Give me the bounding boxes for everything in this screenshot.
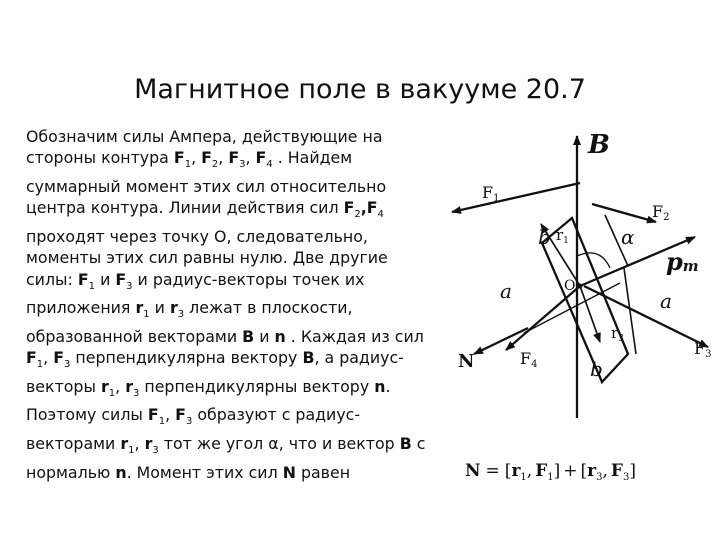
label-f1-main: F xyxy=(482,183,494,202)
label-b: B xyxy=(588,130,610,160)
text-run: , что и вектор xyxy=(278,433,400,453)
vector-symbol: r xyxy=(100,376,109,396)
f4-arrow xyxy=(506,286,580,350)
text-run: с нормалью xyxy=(26,433,426,482)
label-f3-main: F xyxy=(694,339,706,358)
text-run: и xyxy=(149,298,170,318)
label-r1 xyxy=(556,226,569,246)
vector-symbol: B xyxy=(242,326,255,346)
text-run: и xyxy=(254,326,275,346)
text-run: , xyxy=(165,405,176,425)
text-run: образуют с радиус-векторами xyxy=(26,405,361,453)
text-run: . Найдем суммарный момент этих сил относительно центра контура. Линии действия сил xyxy=(26,148,387,218)
label-r1-sub: 1 xyxy=(563,236,569,246)
vector-symbol: n xyxy=(115,462,127,482)
vector-symbol: N xyxy=(282,462,296,482)
text-run: , а радиус-векторы xyxy=(26,348,404,396)
subscript: 4 xyxy=(377,209,384,221)
diagram-svg xyxy=(440,118,720,418)
vector-symbol: F xyxy=(53,348,65,368)
formula-r1: r xyxy=(511,461,521,481)
label-b-bottom: b xyxy=(590,357,603,381)
text-run: и радиус-векторы точек их приложения xyxy=(26,269,365,318)
text-run: . Момент этих сил xyxy=(126,462,283,482)
vector-symbol: r xyxy=(125,376,133,396)
vector-symbol: F xyxy=(175,405,186,425)
label-alpha: α xyxy=(621,225,635,249)
text-run: . Поэтому силы xyxy=(26,376,391,425)
label-f2 xyxy=(652,202,669,223)
vector-symbol: F xyxy=(228,148,240,168)
alpha-symbol: α xyxy=(268,433,279,453)
formula-comma1: , xyxy=(526,461,533,481)
f3-arrow xyxy=(584,286,708,347)
subscript: 1 xyxy=(158,416,166,428)
vector-symbol: n xyxy=(374,376,386,396)
text-run: перпендикулярны вектору xyxy=(139,376,375,396)
formula-f1-sub: 1 xyxy=(547,472,554,483)
current-loop-diagram xyxy=(440,118,720,418)
subscript: 2 xyxy=(354,209,361,221)
text-run: перпендикулярна вектору xyxy=(70,348,303,368)
label-f2-sub: 2 xyxy=(663,212,670,223)
label-r3-main: r xyxy=(611,324,619,342)
text-run: , xyxy=(43,348,54,368)
subscript: 3 xyxy=(132,388,140,399)
vector-symbol: F xyxy=(201,148,212,168)
vector-symbol: F xyxy=(173,148,185,168)
formula-r1-sub: 1 xyxy=(520,472,527,483)
text-run: и xyxy=(95,269,116,289)
subscript: 1 xyxy=(143,309,150,321)
text-run: Обозначим силы Ампера, действующие на стороны контура xyxy=(26,127,383,168)
label-r3 xyxy=(611,324,624,344)
vector-symbol: r xyxy=(169,298,178,318)
formula-f1: F xyxy=(535,461,548,481)
vector-symbol: F xyxy=(115,269,127,289)
formula-svg xyxy=(463,455,708,485)
vector-symbol: r xyxy=(144,433,153,453)
label-b-top: b xyxy=(538,225,551,249)
torque-formula xyxy=(463,455,708,485)
formula-f3-sub: 3 xyxy=(623,472,630,483)
label-a-right: a xyxy=(660,289,672,313)
label-f3-sub: 3 xyxy=(705,349,712,360)
text-run: , xyxy=(134,433,145,453)
formula-text xyxy=(465,461,636,483)
vector-symbol: F xyxy=(366,198,378,218)
formula-bracket-close1: ] xyxy=(553,461,561,481)
text-run: . Каждая из сил xyxy=(285,326,424,346)
subscript: 3 xyxy=(239,159,246,171)
label-f4-main: F xyxy=(520,349,532,368)
body-paragraph xyxy=(26,126,436,483)
label-f1 xyxy=(482,183,499,204)
subscript: 3 xyxy=(126,280,133,292)
f2-arrow xyxy=(592,204,656,222)
formula-equals: = xyxy=(485,461,500,481)
vector-symbol: n xyxy=(274,326,286,346)
text-run: , xyxy=(218,148,229,168)
label-f1-sub: 1 xyxy=(493,193,500,204)
subscript: 3 xyxy=(185,416,193,428)
vector-symbol: r xyxy=(120,433,129,453)
center-point xyxy=(578,284,583,289)
subscript: 1 xyxy=(184,159,192,171)
label-r3-sub: 3 xyxy=(618,334,624,344)
text-run: , xyxy=(115,376,126,396)
formula-r3: r xyxy=(587,461,597,481)
label-o: O xyxy=(564,278,576,294)
f1-arrow xyxy=(452,183,580,212)
slide-title: Магнитное поле в вакууме 20.7 xyxy=(134,74,586,105)
alpha-arc xyxy=(577,253,610,268)
formula-plus: + xyxy=(563,461,578,481)
formula-n: N xyxy=(465,461,481,481)
formula-bracket-open1: [ xyxy=(504,461,512,481)
vector-symbol: F xyxy=(255,148,267,168)
text-run: проходят через точку О, следовательно, моменты этих сил равны нулю. Две другие силы: xyxy=(26,226,388,289)
subscript: 2 xyxy=(211,159,219,171)
label-n: N xyxy=(458,351,475,372)
formula-bracket-open2: [ xyxy=(580,461,588,481)
subscript: 1 xyxy=(128,445,135,457)
vector-symbol: F xyxy=(26,348,37,368)
subscript: 4 xyxy=(266,159,273,171)
formula-f3: F xyxy=(610,461,623,481)
vector-symbol: F xyxy=(343,198,355,218)
label-f4-sub: 4 xyxy=(531,359,538,370)
vector-symbol: r xyxy=(135,298,144,318)
formula-comma2: , xyxy=(602,461,608,481)
text-run: равен xyxy=(295,462,351,482)
subscript: 3 xyxy=(152,445,159,457)
formula-bracket-close2: ] xyxy=(629,461,637,481)
text-run: , xyxy=(245,148,256,168)
label-f3 xyxy=(694,339,711,360)
text-run: , xyxy=(191,148,202,168)
formula-r3-sub: 3 xyxy=(596,472,603,483)
label-pm-sub: m xyxy=(682,257,699,275)
label-pm xyxy=(666,247,699,276)
label-a-left: a xyxy=(500,279,512,303)
vector-symbol: F xyxy=(77,269,89,289)
subscript: 3 xyxy=(177,309,185,321)
label-f4 xyxy=(520,349,537,370)
text-run: тот же угол xyxy=(158,433,269,453)
label-r1-main: r xyxy=(556,226,564,244)
subscript: 1 xyxy=(88,280,96,292)
subscript: 1 xyxy=(108,388,116,399)
vector-symbol: B xyxy=(399,433,412,453)
text-run: , xyxy=(360,198,367,218)
text-run: лежат в плоскости, образованной векторами xyxy=(26,298,353,346)
subscript: 1 xyxy=(36,359,44,371)
label-pm-main: p xyxy=(666,247,683,276)
vector-symbol: B xyxy=(302,348,315,368)
subscript: 3 xyxy=(64,359,71,371)
vector-symbol: F xyxy=(147,405,159,425)
label-f2-main: F xyxy=(652,202,664,221)
